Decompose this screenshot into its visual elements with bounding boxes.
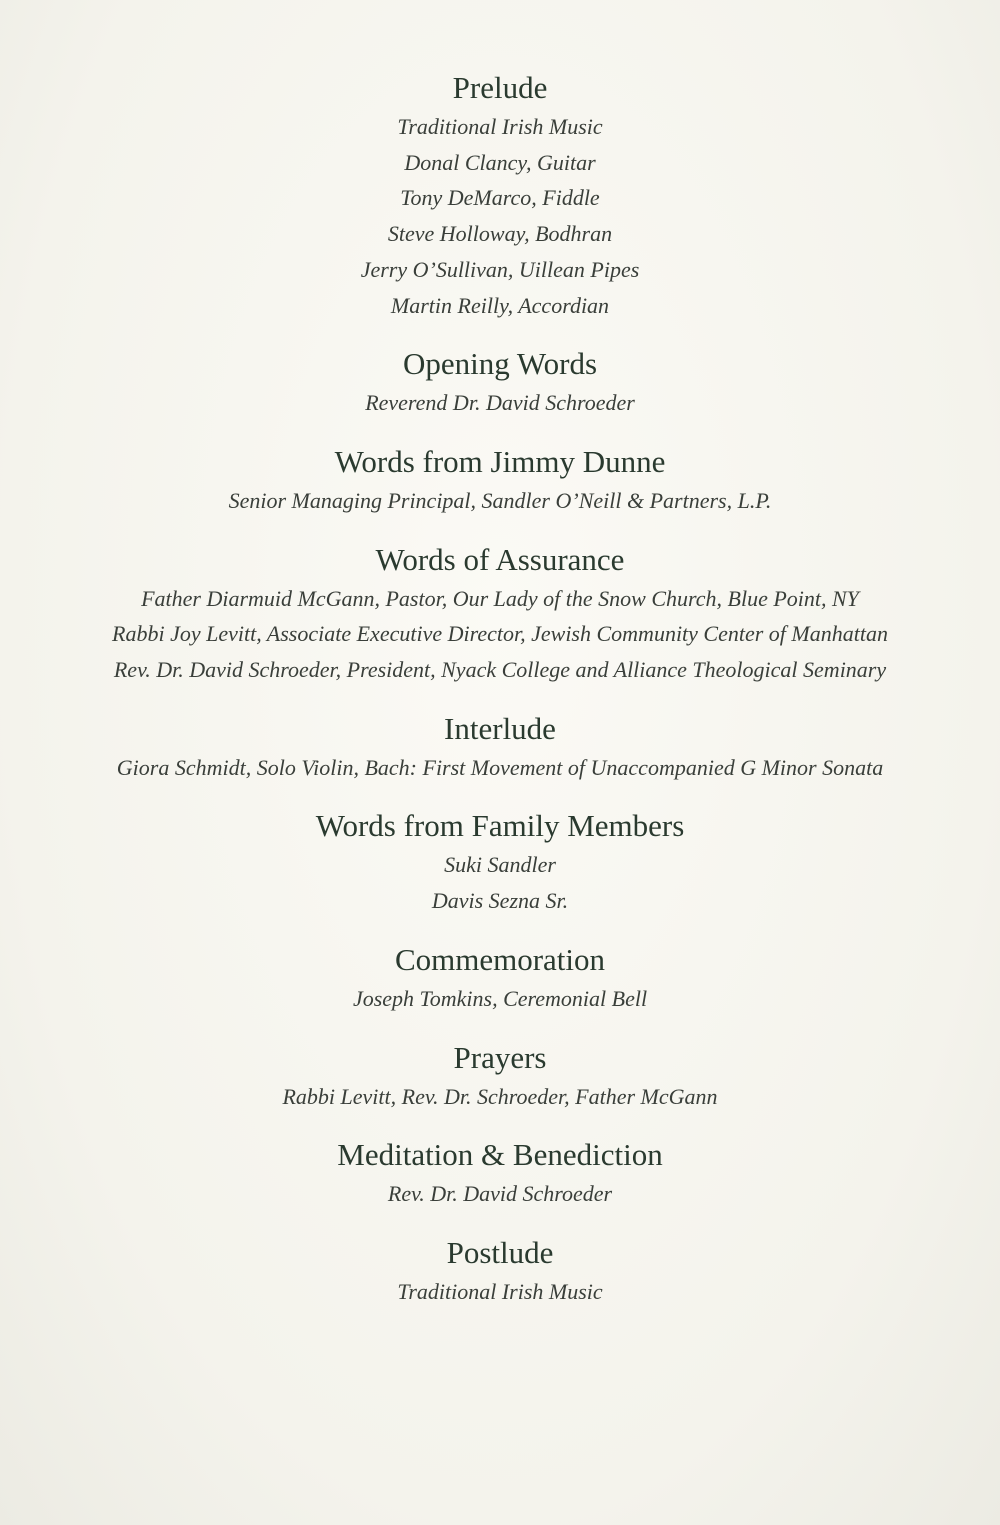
program-list — [0, 70, 1000, 1333]
section-line: Rabbi Joy Levitt, Associate Executive Director, Jewish Community Center of Manhattan — [112, 621, 888, 647]
section-line: Steve Holloway, Bodhran — [387, 221, 613, 247]
section-line: Davis Sezna Sr. — [431, 888, 569, 914]
section-line: Donal Clancy, Guitar — [404, 149, 596, 175]
section-heading: Prayers — [453, 1039, 547, 1075]
section-meditation-benediction — [0, 1137, 1000, 1212]
section-words-from-family — [0, 808, 1000, 918]
section-prelude — [0, 70, 1000, 323]
section-words-from-jimmy-dunne — [0, 444, 1000, 519]
section-line: Traditional Irish Music — [397, 114, 603, 139]
section-opening-words — [0, 346, 1000, 421]
section-heading: Words from Family Members — [315, 808, 685, 844]
section-line: Senior Managing Principal, Sandler O’Neill & Partners, L.P. — [228, 487, 772, 513]
section-line: Rev. Dr. David Schroeder — [387, 1181, 613, 1207]
section-heading: Meditation & Benediction — [337, 1137, 663, 1173]
section-heading: Words from Jimmy Dunne — [334, 443, 666, 479]
section-heading: Prelude — [452, 70, 548, 105]
section-line: Rabbi Levitt, Rev. Dr. Schroeder, Father McGann — [282, 1083, 718, 1109]
section-heading: Commemoration — [394, 941, 606, 977]
section-line: Joseph Tomkins, Ceremonial Bell — [352, 985, 648, 1011]
section-heading: Opening Words — [402, 346, 598, 382]
section-line: Tony DeMarco, Fiddle — [400, 185, 600, 211]
section-heading: Postlude — [446, 1234, 554, 1270]
section-line: Father Diarmuid McGann, Pastor, Our Lady of the Snow Church, Blue Point, NY — [141, 585, 859, 611]
section-words-of-assurance — [0, 542, 1000, 688]
section-line: Martin Reilly, Accordian — [390, 292, 610, 318]
section-line: Suki Sandler — [444, 852, 556, 878]
section-heading: Words of Assurance — [375, 541, 625, 577]
section-prayers — [0, 1040, 1000, 1115]
section-line: Giora Schmidt, Solo Violin, Bach: First Movement of Unaccompanied G Minor Sonata — [116, 754, 884, 780]
section-line: Reverend Dr. David Schroeder — [365, 390, 635, 416]
section-heading: Interlude — [444, 710, 556, 746]
section-line: Traditional Irish Music — [397, 1278, 603, 1304]
section-line: Jerry O’Sullivan, Uillean Pipes — [360, 256, 640, 282]
section-line: Rev. Dr. David Schroeder, President, Nyack College and Alliance Theological Seminary — [113, 657, 887, 683]
section-commemoration — [0, 942, 1000, 1017]
section-postlude — [0, 1235, 1000, 1310]
section-interlude — [0, 711, 1000, 786]
